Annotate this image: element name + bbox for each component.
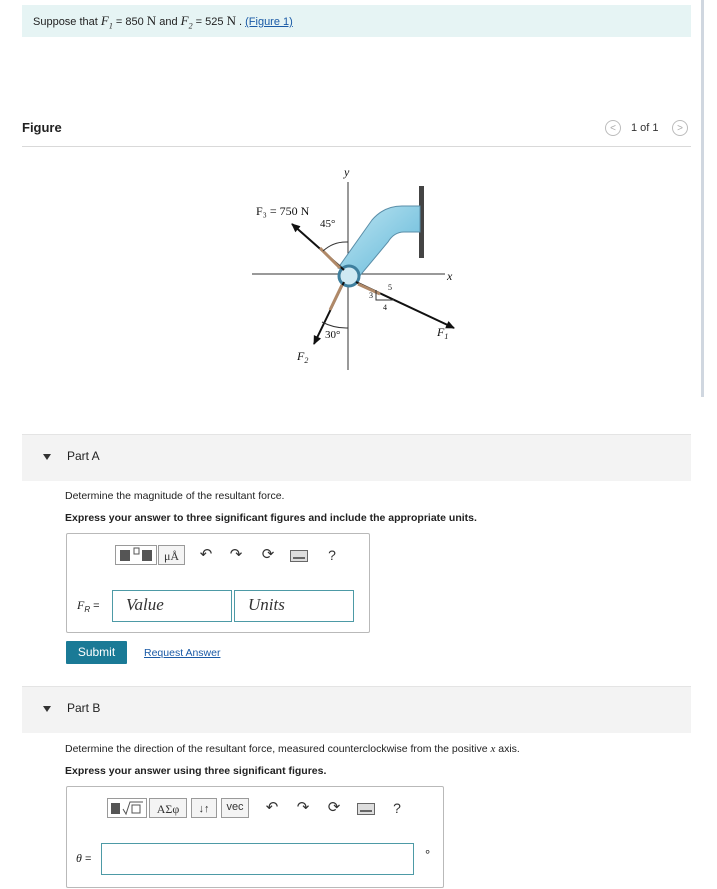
part-a-answer-box (66, 533, 370, 633)
vector-button[interactable]: vec (221, 798, 249, 818)
figure-header (22, 118, 691, 147)
slope-label-3: 3 (369, 291, 373, 300)
collapse-triangle-icon[interactable] (43, 706, 51, 712)
part-a-instruction: Express your answer to three significant figures and include the appropriate units. (65, 512, 477, 524)
keyboard-shape (357, 803, 375, 815)
problem-statement: Suppose that $F_1 = 850$ N and $F_2 = 525$ N . (Figure 1) (22, 5, 691, 37)
part-a-label: Part A (67, 449, 100, 463)
collapse-triangle-icon[interactable] (43, 454, 51, 460)
keyboard-shape (290, 550, 308, 562)
undo-icon[interactable]: ↶ (265, 799, 279, 816)
reset-icon[interactable]: ⟳ (261, 546, 275, 563)
submit-button[interactable]: Submit (66, 641, 127, 664)
theta-label: θ = (76, 851, 92, 865)
f2-symbol: $F_2$ (180, 13, 193, 31)
units-input[interactable]: Units (234, 590, 354, 622)
part-b-instruction: Express your answer using three significant figures. (65, 765, 327, 777)
part-b-header[interactable] (22, 686, 691, 733)
angle-45-arc (323, 242, 348, 251)
keyboard-icon[interactable] (356, 798, 376, 818)
figure-pager: 1 of 1 (631, 122, 659, 134)
slope-label-4: 4 (383, 303, 387, 312)
f3-label: F₃ = 750 N (256, 204, 310, 218)
force-diagram (0, 150, 717, 390)
template-button[interactable] (115, 545, 157, 565)
reset-icon[interactable]: ⟳ (327, 799, 341, 816)
angle-30-arc (322, 322, 348, 328)
sqrt-template-icon (108, 799, 146, 817)
part-a-question: Determine the magnitude of the resultant force. (65, 490, 285, 502)
fr-label: $F_R$ = (77, 598, 100, 615)
y-axis-label: y (344, 165, 350, 179)
template-icon (116, 546, 156, 564)
chevron-right-icon: > (677, 123, 683, 134)
next-figure-button[interactable] (672, 120, 688, 136)
redo-icon[interactable]: ↷ (229, 546, 243, 563)
help-icon[interactable]: ? (393, 800, 401, 816)
help-icon[interactable]: ? (328, 547, 336, 563)
subscript-button[interactable]: ↓↑ (191, 798, 217, 818)
figure-link[interactable]: (Figure 1) (245, 16, 293, 28)
value-input[interactable]: Value (112, 590, 232, 622)
slope-label-5: 5 (388, 283, 392, 292)
f1-symbol: $F_1$ (100, 13, 113, 31)
undo-icon[interactable]: ↶ (199, 546, 213, 563)
f1-label: $F_1$ (437, 325, 449, 341)
rope-f2 (330, 285, 342, 310)
part-a-header[interactable] (22, 434, 691, 481)
degree-unit: ° (425, 847, 431, 862)
request-answer-link[interactable]: Request Answer (144, 647, 221, 659)
theta-input[interactable] (101, 843, 414, 875)
prev-figure-button[interactable] (605, 120, 621, 136)
greek-symbols-button[interactable]: ΑΣφ (149, 798, 187, 818)
part-b-label: Part B (67, 701, 101, 715)
units-symbol-button[interactable]: μÅ (158, 545, 185, 565)
angle-45-label: 45° (320, 218, 336, 230)
angle-30-label: 30° (325, 329, 341, 341)
chevron-left-icon: < (610, 123, 616, 134)
figure-title: Figure (22, 120, 62, 135)
x-axis-label: x (447, 269, 453, 283)
part-b-question: Determine the direction of the resultant force, measured counterclockwise from the positive x axis. (65, 743, 520, 755)
template-button[interactable] (107, 798, 147, 818)
keyboard-icon[interactable] (289, 545, 309, 565)
f2-label: $F_2$ (297, 349, 309, 365)
redo-icon[interactable]: ↷ (296, 799, 310, 816)
part-b-answer-box (66, 786, 444, 888)
